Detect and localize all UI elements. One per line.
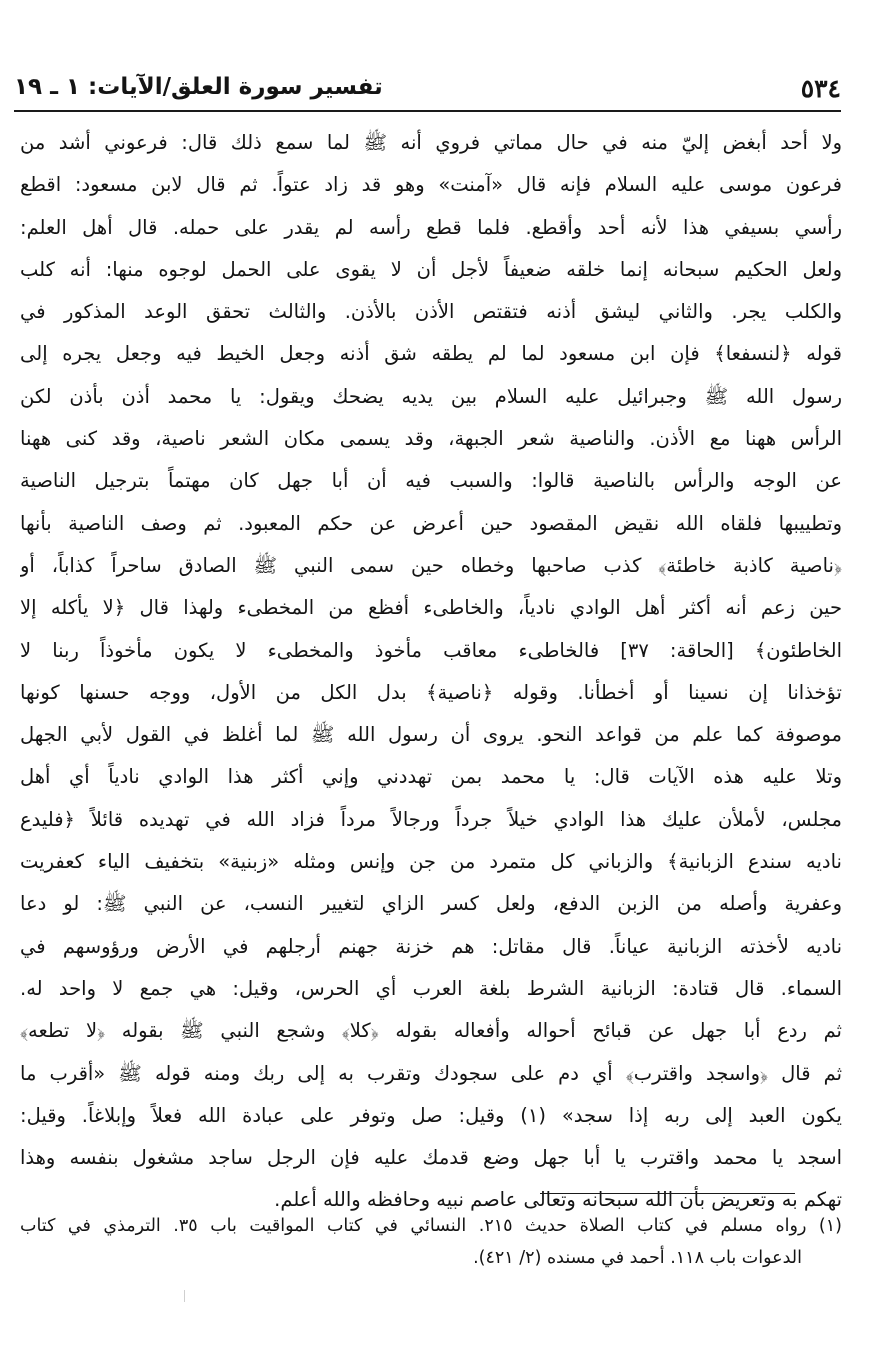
text-line: ثم ردع أبا جهل عن قبائح أحواله وأفعاله بقوله ﴿كلا﴾ وشجع النبي ﷺ بقوله ﴿لا تطعه﴾	[20, 1019, 842, 1043]
text-line: رسول الله ﷺ وجبرائيل عليه السلام بين يديه يضحك ويقول: يا محمد أذن بأذن لكن	[20, 384, 842, 408]
text-line: عن الوجه والرأس بالناصية قالوا: والسبب فيه أن أبا جهل كان مهتماً بترجيل الناصية	[20, 469, 842, 493]
footnote-line: الدعوات باب ١١٨. أحمد في مسنده (٢/ ٤٢١).	[473, 1248, 802, 1268]
footnote-line: (١) رواه مسلم في كتاب الصلاة حديث ٢١٥. النسائي في كتاب المواقيت باب ٣٥. الترمذي في كتاب	[20, 1216, 842, 1236]
text-line: والكلب يجر. والثاني ليشق أذنه فتقتص الأذن بالأذن. والثالث تحقق الوعد المذكور في	[20, 300, 842, 324]
text-line: مجلس، لأملأن عليك هذا الوادي خيلاً جرداً ورجالاً مرداً فزاد الله في تهديده قائلاً ﴿فليدع	[20, 807, 842, 831]
text-line: ﴿ناصية كاذبة خاطئة﴾ كذب صاحبها وخطاه حين سمى النبي ﷺ الصادق ساحراً كذاباً، أو	[20, 553, 842, 577]
text-line: قوله ﴿لنسفعا﴾ فإن ابن مسعود لما لم يطقه شق أذنه وجعل الخيط فيه وجعل يجره إلى	[20, 342, 842, 366]
text-line: ولعل الحكيم سبحانه إنما خلقه ضعيفاً لأجل أن لا يقوى على الحمل لوجوه منها: أنه كلب	[20, 257, 842, 281]
header-rule	[14, 110, 841, 112]
text-line: اسجد يا محمد واقترب يا أبا جهل وضع قدمك عليه فإن الرجل ساجد مشغول بنفسه وهذا	[20, 1146, 842, 1170]
text-line: ناديه لأخذته الزبانية عياناً. قال مقاتل: هم خزنة جهنم أرجلهم في الأرض ورؤوسهم في	[20, 934, 842, 958]
text-line: وتطييبها فلقاه الله نقيض المقصود حين أعرض عن حكم المعبود. ثم وصف الناصية بأنها	[20, 511, 842, 535]
page-number: ٥٣٤	[800, 74, 841, 103]
running-header	[14, 70, 841, 108]
text-line: رأسي بسيفي هذا لأنه أحد وأقطع. فلما قطع رأسه لم يقدر على حمله. قال أهل العلم:	[20, 215, 842, 239]
text-line: موصوفة كما علم من قواعد النحو. يروى أن رسول الله ﷺ لما أغلظ في القول لأبي الجهل	[20, 723, 842, 747]
scan-artifact	[184, 1290, 185, 1302]
text-line: السماء. قال قتادة: الزبانية الشرط بلغة العرب أي الحرس، وقيل: هي جمع لا واحد له.	[20, 976, 842, 1000]
text-line: ناديه سندع الزبانية﴾ والزباني كل متمرد من جن وإنس ومثله «زبنية» بتخفيف الياء كعفريت	[20, 850, 842, 874]
text-line: تؤخذانا إن نسينا أو أخطأنا. وقوله ﴿ناصية﴾ بدل الكل من الأول، ووجه حسنها كونها	[20, 680, 842, 704]
text-line-last: تهكم به وتعريض بأن الله سبحانه وتعالى عاصم نبيه وحافظه والله أعلم.	[274, 1188, 842, 1212]
text-line: ولا أحد أبغض إليّ منه في حال مماتي فروي أنه ﷺ لما سمع ذلك قال: فرعوني أشد من	[20, 131, 842, 154]
text-line: وعفرية وأصله من الزبن الدفع، ولعل كسر الزاي لتغيير النسب، عن النبي ﷺ: لو دعا	[20, 892, 842, 916]
footnote-separator	[540, 1193, 795, 1194]
text-line: الخاطئون﴾ [الحاقة: ٣٧] فالخاطىء معاقب مأخوذ والمخطىء لا يكون مأخوذاً ربنا لا	[20, 638, 842, 662]
footnotes	[20, 1210, 842, 1274]
text-line: وتلا عليه هذه الآيات قال: يا محمد بمن تهددني وإني أكثر هذا الوادي نادياً أي أهل	[20, 765, 842, 789]
text-line: يكون العبد إلى ربه إذا سجد» (١) وقيل: صل وتوفر على عبادة الله فعلاً وإبلاغاً. وقيل:	[20, 1103, 842, 1127]
running-title: تفسير سورة العلق/الآيات: ١ ـ ١٩	[14, 74, 383, 100]
text-line: ثم قال ﴿واسجد واقترب﴾ أي دم على سجودك وتقرب به إلى ربك ومنه قوله ﷺ «أقرب ما	[20, 1061, 842, 1085]
text-line: الرأس ههنا مع الأذن. والناصية شعر الجبهة، وقد يسمى مكان الشعر ناصية، وقد كنى ههنا	[20, 427, 842, 451]
text-line: حين زعم أنه أكثر أهل الوادي نادياً، والخاطىء أفظع من المخطىء ولهذا قال ﴿لا يأكله إلا	[20, 596, 842, 620]
main-text	[20, 122, 842, 1222]
text-line: فرعون موسى عليه السلام فإنه قال «آمنت» وهو قد زاد عتواً. ثم قال لابن مسعود: اقطع	[20, 173, 842, 197]
